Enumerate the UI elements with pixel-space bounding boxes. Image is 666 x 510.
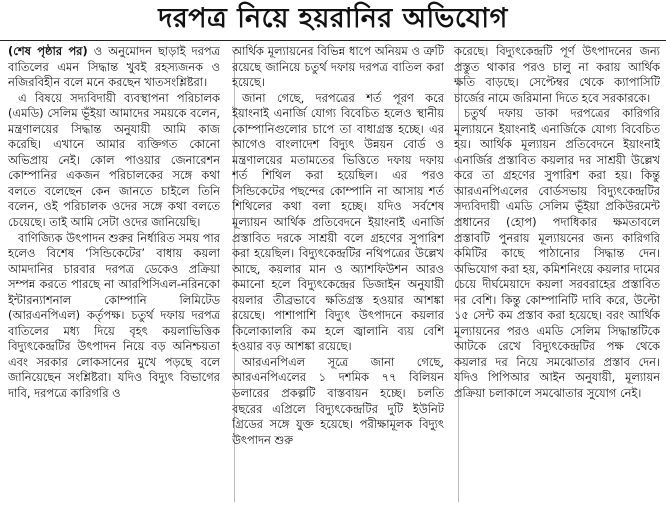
headline-rule [0, 40, 666, 41]
paragraph: করেছে। বিদ্যুৎকেন্দ্রটি পূর্ণ উৎপাদনের জন্য প্রস্তুত থাকার পরও চালু না করায় আর্থিক ক্ষতি বাড়ছে। সেপ্টেম্বর থেকে ক্যাপাসিটি চার্জের নামে জরিমানা দিতে হবে সরকারকে। [454, 44, 660, 105]
paragraph [8, 44, 220, 91]
paragraph: আর্থিক মূল্যায়নের বিভিন্ন ধাপে অনিয়ম ও ত্রুটি রয়েছে জানিয়ে চতুর্থ দফায় দরপত্র বাতিল করা হয়েছে। [232, 44, 444, 90]
article-body [8, 44, 660, 508]
column-3 [454, 44, 660, 508]
column-1 [8, 44, 220, 508]
paragraph: জানা গেছে, দরপত্রের শর্ত পূরণ করে ইয়াংনাই এনার্জি যোগ্য বিবেচিত হলেও স্থানীয় কোম্পানিগুলোর চাপে তা বাধাগ্রস্ত হচ্ছে। এর আগেও বাংলাদেশ বিদ্যুৎ উন্নয়ন বোর্ড ও মন্ত্রণালয়ের মতামতের ভিত্তিতে দফায় দফায় শর্ত শিথিল করা হয়েছিল। এর পরও সিন্ডিকেটের পছন্দের কোম্পানি না আসায় শর্ত শিথিলের কথা বলা হচ্ছে। যদিও সর্বশেষ মূল্যায়ন আর্থিক প্রতিবেদনে ইয়াংনাই এনার্জি প্রস্তাবিত দরকে সাশ্রয়ী বলে গ্রহণের সুপারিশ করা হয়েছিল। বিদ্যুৎকেন্দ্রটির নথিপত্রের উল্লেখ আছে, কয়লার মান ও অ্যাশফিউশন আরও কমানো হলে বিদ্যুৎকেন্দ্রের ডিজাইন অনুযায়ী বয়লার তীব্রভাবে ক্ষতিগ্রস্ত হওয়ার আশঙ্কা রয়েছে। পাশাপাশি বিদ্যুৎ উৎপাদনে কয়লার কিলোক্যালরি কম হলে জ্বালানি ব্যয় বেশি হওয়ার বড় আশঙ্কা রয়েছে। [232, 90, 444, 354]
headline: দরপত্র নিয়ে হয়রানির অভিযোগ [158, 2, 508, 34]
column-2 [232, 44, 444, 508]
continuation-marker: (শেষ পৃষ্ঠার পর) [8, 44, 88, 58]
paragraph-text: ও অনুমোদন ছাড়াই দরপত্র বাতিলের এমন সিদ্ধান্ত খুবই রহস্যজনক ও নজিরবিহীন বলে মনে করছেন খাতসংশ্লিষ্টরা। [8, 44, 220, 90]
paragraph: চতুর্থ দফায় ডাকা দরপত্রের কারিগরি মূল্যায়নে ইয়াংনাই এনার্জিকে যোগ্য বিবেচিত হয়। আর্থিক মূল্যায়ন প্রতিবেদনে ইয়াংনাই এনার্জির প্রস্তাবিত কয়লার দর সাশ্রয়ী উল্লেখ করে তা গ্রহণের সুপারিশ করা হয়। কিন্তু আরএনপিএলের বোর্ডসভায় বিদ্যুৎকেন্দ্রটির সদ্যবিদায়ী এমডি সেলিম ভূঁইয়া প্রকিউরমেন্ট প্রধানের (হোপ) পদাধিকার ক্ষমতাবলে প্রস্তাবটি পুনরায় মূল্যায়নের জন্য কারিগরি কমিটির কাছে পাঠানোর সিদ্ধান্ত দেন। অভিযোগ করা হয়, কমিশনিংয়ে কয়লার দামের চেয়ে দীর্ঘমেয়াদে কয়লা সরবরাহের প্রস্তাবিত দর বেশি। কিন্তু কোম্পানিটি দাবি করে, উল্টো ১৫ সেন্ট কম প্রস্তাব করা হয়েছে। বরং আর্থিক মূল্যায়নের পরও এমডি সেলিম সিদ্ধান্তটিকে আটকে রেখে বিদ্যুৎকেন্দ্রটির পক্ষ থেকে কয়লার দর নিয়ে সমঝোতার প্রস্তাব দেন। যদিও পিপিআর আইন অনুযায়ী, মূল্যায়ন প্রক্রিয়া চলাকালে সমঝোতার সুযোগ নেই। [454, 106, 660, 401]
paragraph: আরএনপিএল সূত্রে জানা গেছে, আরএনপিএলের ১ দশমিক ৭৭ বিলিয়ন ডলারের প্রকল্পটি বাস্তবায়ন হচ্ছে। চলতি বছরের এপ্রিলে বিদ্যুৎকেন্দ্রটির দুটি ইউনিট গ্রিডের সঙ্গে যুক্ত হয়েছে। পরীক্ষামূলক বিদ্যুৎ উৎপাদন শুরু [232, 354, 444, 447]
paragraph: এ বিষয়ে সদ্যবিদায়ী ব্যবস্থাপনা পরিচালক (এমডি) সেলিম ভূঁইয়া আমাদের সময়কে বলেন, মন্ত্রণালয়ের সিদ্ধান্ত অনুযায়ী আমি কাজ করেছি। এখানে আমার ব্যক্তিগত কোনো অভিপ্রায় নেই। কোল পাওয়ার জেনারেশন কোম্পানির একজন পরিচালকের সঙ্গে কথা বলতে বলেছেন কেন জানতে চাইলে তিনি বলেন, ওই পরিচালক ওদের সঙ্গে কথা বলতে চেয়েছে। তাই আমি সেটা ওদের জানিয়েছি। [8, 90, 220, 230]
paragraph: বাণিজ্যিক উৎপাদন শুরুর নির্ধারিত সময় পার হলেও বিশেষ ‘সিন্ডিকেটের’ বাধায় কয়লা আমদানির চারবার দরপত্র ডেকেও প্রক্রিয়া সম্পন্ন করতে পারছে না আরপিসিএল-নরিনকো ইন্টারন্যাশনাল কোম্পানি লিমিটেড (আরএনপিএল) কর্তৃপক্ষ। চতুর্থ দফায় দরপত্র বাতিলের মধ্য দিয়ে বৃহৎ কয়লাভিত্তিক বিদ্যুৎকেন্দ্রটির উৎপাদন নিয়ে বড় অনিশ্চয়তা এবং সরকার লোকসানের মুখে পড়ছে বলে জানিয়েছেন সংশ্লিষ্টরা। যদিও বিদ্যুৎ বিভাগের দাবি, দরপত্রে কারিগরি ও [8, 230, 220, 401]
